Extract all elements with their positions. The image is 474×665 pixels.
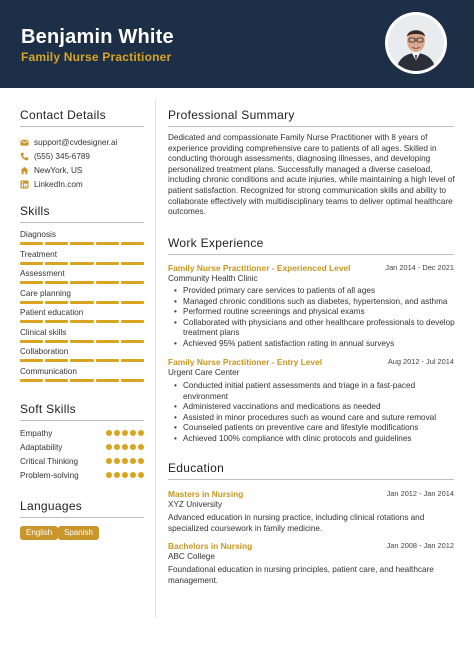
- skill-level-segment: [96, 379, 119, 382]
- rating-dot: [114, 444, 120, 450]
- skill-level-segment: [45, 379, 68, 382]
- header: [0, 0, 474, 88]
- job-2-bullet: • Assisted in minor procedures such as wound care and suture removal: [174, 413, 456, 424]
- soft-skill-label: Critical Thinking: [20, 457, 79, 466]
- skill-label: Diagnosis: [20, 230, 56, 239]
- job-2-dates: Aug 2012 - Jul 2014: [387, 357, 454, 366]
- rating-dot: [138, 472, 144, 478]
- rating-dot: [122, 472, 128, 478]
- skill-level-segment: [96, 262, 119, 265]
- job-1-org: Community Health Clinic: [168, 274, 258, 283]
- skill-level-bar: [20, 242, 144, 245]
- linkedin-icon: [20, 180, 29, 189]
- skill-level-segment: [45, 320, 68, 323]
- soft-skills-divider: [20, 420, 144, 421]
- rating-dot: [122, 430, 128, 436]
- skill-label: Care planning: [20, 288, 71, 298]
- skill-level-bar: [20, 281, 144, 284]
- skill-level-segment: [121, 379, 144, 382]
- skill-level-segment: [96, 340, 119, 343]
- phone-icon: [20, 152, 29, 161]
- skill-label: Treatment: [20, 249, 58, 259]
- edu-2-degree: Bachelors in Nursing: [168, 541, 253, 551]
- skill-level-bar: [20, 320, 144, 323]
- edu-2-school: ABC College: [168, 552, 215, 561]
- skill-level-segment: [70, 379, 93, 382]
- job-1-bullet: • Provided primary care services to patients of all ages: [174, 286, 456, 297]
- profile-photo: [385, 12, 447, 74]
- skill-level-segment: [121, 320, 144, 323]
- skill-level-segment: [96, 301, 119, 304]
- job-2-bullet: • Achieved 100% compliance with clinic protocols and guidelines: [174, 434, 456, 445]
- skill-level-segment: [20, 379, 43, 382]
- job-2-title: Family Nurse Practitioner - Entry Level: [168, 357, 323, 367]
- skill-level-segment: [96, 242, 119, 245]
- rating-dot: [106, 458, 112, 464]
- soft-skill-label: Adaptability: [20, 443, 63, 452]
- skill-level-segment: [70, 242, 93, 245]
- language-spanish: Spanish: [58, 526, 99, 540]
- skill-level-segment: [45, 340, 68, 343]
- skill-level-segment: [70, 359, 93, 362]
- contact-phone[interactable]: [20, 151, 90, 162]
- skill-level-bar: [20, 262, 144, 265]
- candidate-name: Benjamin White: [21, 26, 174, 48]
- edu-1-dates: Jan 2012 - Jan 2014: [386, 489, 454, 498]
- skill-level-segment: [20, 359, 43, 362]
- education-section-title: Education: [168, 461, 225, 475]
- skill-level-segment: [45, 301, 68, 304]
- skill-level-segment: [96, 320, 119, 323]
- job-1-bullet: • Collaborated with physicians and other healthcare professionals to develop treatment plans: [174, 318, 456, 339]
- job-1-bullet: • Managed chronic conditions such as diabetes, hypertension, and asthma: [174, 297, 456, 308]
- skill-level-segment: [45, 262, 68, 265]
- rating-dot: [122, 444, 128, 450]
- rating-dot: [114, 472, 120, 478]
- soft-skill-row: [20, 457, 144, 467]
- rating-dot: [122, 458, 128, 464]
- edu-1-school: XYZ University: [168, 500, 223, 509]
- contact-section-title: Contact Details: [20, 108, 106, 122]
- skill-level-bar: [20, 301, 144, 304]
- job-2-bullets: [174, 381, 456, 445]
- contact-divider: [20, 126, 144, 127]
- skill-label: Clinical skills: [20, 327, 67, 337]
- skills-section-title: Skills: [20, 204, 50, 218]
- soft-skill-rating: [106, 458, 144, 464]
- edu-1-degree: Masters in Nursing: [168, 489, 244, 499]
- soft-skills-section-title: Soft Skills: [20, 402, 76, 416]
- skill-level-segment: [121, 340, 144, 343]
- edu-1-text: Advanced education in nursing practice, including clinical rotations and specialized coursework in family medicine.: [168, 513, 425, 533]
- email-icon: [20, 138, 29, 147]
- skill-level-bar: [20, 359, 144, 362]
- column-divider: [155, 98, 156, 618]
- job-1-bullet: • Performed routine screenings and physical exams: [174, 307, 456, 318]
- skill-level-segment: [45, 359, 68, 362]
- skill-level-segment: [70, 262, 93, 265]
- candidate-job-title: Family Nurse Practitioner: [21, 50, 172, 64]
- rating-dot: [114, 458, 120, 464]
- skill-level-segment: [70, 340, 93, 343]
- contact-location: [20, 165, 82, 176]
- rating-dot: [130, 458, 136, 464]
- skill-level-segment: [121, 359, 144, 362]
- contact-linkedin[interactable]: [20, 179, 83, 190]
- job-2-bullet: • Counseled patients on preventive care and lifestyle modifications: [174, 423, 456, 434]
- skill-level-segment: [20, 281, 43, 284]
- skill-level-segment: [121, 242, 144, 245]
- skill-level-segment: [70, 281, 93, 284]
- languages-divider: [20, 517, 144, 518]
- skill-level-segment: [20, 262, 43, 265]
- job-1-bullets: [174, 286, 456, 350]
- rating-dot: [130, 430, 136, 436]
- skill-label: Collaboration: [20, 347, 69, 356]
- skill-level-segment: [20, 242, 43, 245]
- skill-level-bar: [20, 340, 144, 343]
- contact-linkedin-text: LinkedIn.com: [34, 180, 83, 189]
- skill-level-segment: [20, 301, 43, 304]
- languages-section-title: Languages: [20, 499, 83, 513]
- skill-level-segment: [20, 340, 43, 343]
- soft-skill-rating: [106, 430, 144, 436]
- soft-skill-label: Problem-solving: [20, 471, 79, 480]
- soft-skill-row: [20, 443, 144, 453]
- contact-phone-text: (555) 345-6789: [34, 152, 90, 161]
- contact-location-text: NewYork, US: [34, 166, 83, 175]
- rating-dot: [114, 430, 120, 436]
- soft-skill-row: [20, 471, 144, 481]
- skill-label: Communication: [20, 366, 77, 376]
- contact-email[interactable]: [20, 137, 117, 148]
- rating-dot: [138, 458, 144, 464]
- skill-level-segment: [70, 301, 93, 304]
- edu-2-dates: Jan 2008 - Jan 2012: [386, 541, 454, 550]
- home-icon: [20, 166, 29, 175]
- skill-level-segment: [45, 281, 68, 284]
- rating-dot: [138, 430, 144, 436]
- skills-divider: [20, 222, 144, 223]
- experience-divider: [168, 254, 454, 255]
- summary-text: Dedicated and compassionate Family Nurse Practitioner with 8 years of experience providing comprehensive care to patients of all ages. Skilled in conducting thorough assessments, diagnosing illnesses, and developing personalized treatment plans. Successfully managed a diverse caseload, including chronic conditions and acute injuries, while maintaining a high level of patient satisfaction. Recognized for strong communication skills and ability to collaborate effectively with multidisciplinary teams to deliver optimal healthcare outcomes.: [168, 133, 455, 217]
- skill-level-segment: [121, 262, 144, 265]
- summary-section-title: Professional Summary: [168, 108, 295, 122]
- contact-email-text: support@cvdesigner.ai: [34, 138, 118, 147]
- job-1-title: Family Nurse Practitioner - Experienced Level: [168, 263, 351, 273]
- rating-dot: [106, 472, 112, 478]
- skill-level-segment: [70, 320, 93, 323]
- education-divider: [168, 479, 454, 480]
- rating-dot: [106, 444, 112, 450]
- job-1-bullet: • Achieved 95% patient satisfaction rating in annual surveys: [174, 339, 456, 350]
- skill-level-segment: [45, 242, 68, 245]
- avatar: [388, 15, 444, 71]
- rating-dot: [130, 472, 136, 478]
- job-2-bullet: • Administered vaccinations and medications as needed: [174, 402, 456, 413]
- skill-level-bar: [20, 379, 144, 382]
- soft-skill-label: Empathy: [20, 429, 53, 438]
- job-2-bullet: • Conducted initial patient assessments and triage in a fast-paced environment: [174, 381, 456, 402]
- language-english: English: [20, 526, 58, 540]
- soft-skill-row: [20, 429, 144, 439]
- summary-divider: [168, 126, 454, 127]
- skill-label: Patient education: [20, 308, 84, 317]
- job-2-org: Urgent Care Center: [168, 368, 240, 377]
- skill-level-segment: [96, 281, 119, 284]
- soft-skill-rating: [106, 472, 144, 478]
- experience-section-title: Work Experience: [168, 236, 264, 250]
- rating-dot: [130, 444, 136, 450]
- rating-dot: [138, 444, 144, 450]
- skill-level-segment: [20, 320, 43, 323]
- job-1-dates: Jan 2014 - Dec 2021: [385, 263, 454, 272]
- skill-label: Assessment: [20, 269, 65, 278]
- skill-level-segment: [121, 301, 144, 304]
- soft-skill-rating: [106, 444, 144, 450]
- skill-level-segment: [96, 359, 119, 362]
- rating-dot: [106, 430, 112, 436]
- edu-2-text: Foundational education in nursing principles, patient care, and healthcare management.: [168, 565, 434, 585]
- skill-level-segment: [121, 281, 144, 284]
